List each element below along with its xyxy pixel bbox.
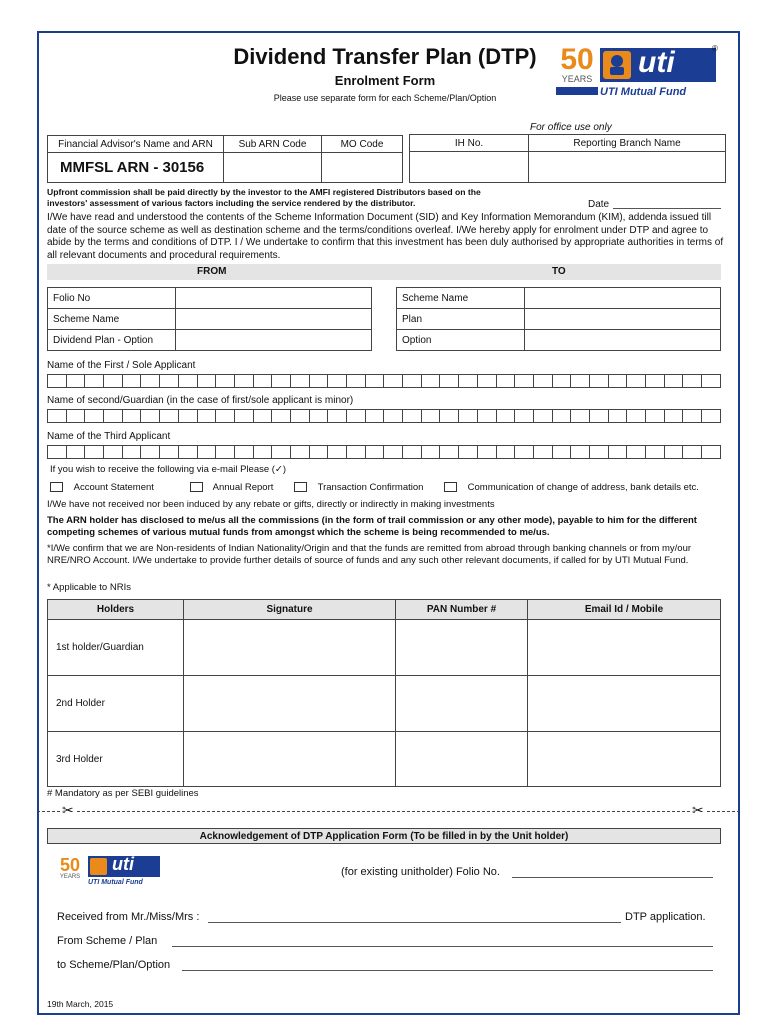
fifty-number: 50 xyxy=(560,43,594,76)
rebate-note: I/We have not received nor been induced by any rebate or gifts, directly or indirectly in making investments xyxy=(47,499,495,510)
name-char-box[interactable] xyxy=(534,374,553,388)
dividend-option-label: Dividend Plan - Option xyxy=(48,330,176,351)
name-char-box[interactable] xyxy=(627,409,646,423)
arn-value[interactable]: MMFSL ARN - 30156 xyxy=(48,153,224,183)
name-char-box[interactable] xyxy=(440,409,459,423)
name-char-box[interactable] xyxy=(179,409,198,423)
name-char-box[interactable] xyxy=(497,409,516,423)
ack-dtp-application: DTP application. xyxy=(625,911,706,923)
holder-2-pan[interactable] xyxy=(396,676,528,732)
name-char-box[interactable] xyxy=(422,409,441,423)
name-char-box[interactable] xyxy=(590,445,609,459)
name-char-box[interactable] xyxy=(590,409,609,423)
nri-applicable: * Applicable to NRIs xyxy=(47,582,131,593)
name-char-box[interactable] xyxy=(646,409,665,423)
name-char-box[interactable] xyxy=(515,445,534,459)
to-label: TO xyxy=(552,266,566,277)
from-table xyxy=(47,287,372,351)
ack-folio-label: (for existing unitholder) Folio No. xyxy=(341,866,500,878)
name-char-box[interactable] xyxy=(291,374,310,388)
name-char-box[interactable] xyxy=(179,374,198,388)
name-char-box[interactable] xyxy=(216,374,235,388)
to-plan-label: Plan xyxy=(397,309,525,330)
holder-2-email[interactable] xyxy=(528,676,721,732)
name-char-box[interactable] xyxy=(609,374,628,388)
name-char-box[interactable] xyxy=(179,445,198,459)
first-applicant-grid[interactable] xyxy=(47,374,721,388)
name-char-box[interactable] xyxy=(571,374,590,388)
name-char-box[interactable] xyxy=(384,445,403,459)
ack-kalash-icon xyxy=(90,858,107,875)
signature-header: Signature xyxy=(184,600,396,620)
email-pref-label: If you wish to receive the following via e-mail Please (✓) xyxy=(50,464,287,475)
to-plan-field[interactable] xyxy=(525,309,721,330)
opt-transaction-confirmation[interactable] xyxy=(294,482,423,493)
ack-title: Acknowledgement of DTP Application Form (To be filled in by the Unit holder) xyxy=(47,828,721,844)
name-char-box[interactable] xyxy=(104,374,123,388)
pan-header: PAN Number # xyxy=(396,600,528,620)
to-table xyxy=(396,287,721,351)
name-char-box[interactable] xyxy=(627,445,646,459)
name-char-box[interactable] xyxy=(141,374,160,388)
name-char-box[interactable] xyxy=(571,445,590,459)
holder-2-signature[interactable] xyxy=(184,676,396,732)
name-char-box[interactable] xyxy=(459,409,478,423)
name-char-box[interactable] xyxy=(553,374,572,388)
to-scheme-field[interactable] xyxy=(525,288,721,309)
scissors-icon-right: ✂ xyxy=(692,802,704,818)
account-statement-label: Account Statement xyxy=(73,482,154,493)
name-char-box[interactable] xyxy=(366,445,385,459)
name-char-box[interactable] xyxy=(478,374,497,388)
name-char-box[interactable] xyxy=(67,374,86,388)
mo-code-header: MO Code xyxy=(322,136,403,153)
branch-name-header: Reporting Branch Name xyxy=(529,135,726,152)
name-char-box[interactable] xyxy=(47,445,67,459)
date-field[interactable] xyxy=(613,208,721,209)
name-char-box[interactable] xyxy=(235,445,254,459)
registered-mark: ® xyxy=(712,44,718,53)
uti-logo xyxy=(600,48,716,82)
second-applicant-grid[interactable] xyxy=(47,409,721,423)
from-label: FROM xyxy=(197,266,227,277)
ack-fifty-number: 50 xyxy=(59,855,81,875)
name-char-box[interactable] xyxy=(235,374,254,388)
ack-uti-logo xyxy=(88,856,160,877)
form-note: Please use separate form for each Scheme/Plan/Option xyxy=(273,93,497,103)
uti-mutual-fund-text: UTI Mutual Fund xyxy=(600,86,687,98)
name-char-box[interactable] xyxy=(216,445,235,459)
name-char-box[interactable] xyxy=(104,445,123,459)
transaction-confirmation-checkbox[interactable] xyxy=(294,482,307,492)
name-char-box[interactable] xyxy=(609,445,628,459)
kalash-icon xyxy=(603,51,631,79)
name-char-box[interactable] xyxy=(272,409,291,423)
from-to-header xyxy=(47,264,721,280)
name-char-box[interactable] xyxy=(478,445,497,459)
third-applicant-grid[interactable] xyxy=(47,445,721,459)
mandatory-note: # Mandatory as per SEBI guidelines xyxy=(47,788,199,799)
ack-from-scheme-label: From Scheme / Plan xyxy=(57,935,158,947)
name-char-box[interactable] xyxy=(702,409,721,423)
fifty-years-logo xyxy=(556,43,598,98)
tagline-bar xyxy=(556,87,598,95)
annual-report-checkbox[interactable] xyxy=(190,482,203,492)
holder-3-label: 3rd Holder xyxy=(48,732,184,787)
name-char-box[interactable] xyxy=(534,409,553,423)
name-char-box[interactable] xyxy=(216,409,235,423)
change-communication-label: Communication of change of address, bank details etc. xyxy=(467,482,699,493)
arn-disclosure: The ARN holder has disclosed to me/us all the commissions (in the form of trail commission or any other mode), payable to him for the different competing schemes of various mutual funds from amongst which the scheme is being recommended to me/us. xyxy=(47,515,697,538)
name-char-box[interactable] xyxy=(590,374,609,388)
ack-received-label: Received from Mr./Miss/Mrs : xyxy=(57,911,200,923)
name-char-box[interactable] xyxy=(47,374,67,388)
name-char-box[interactable] xyxy=(665,374,684,388)
name-char-box[interactable] xyxy=(123,374,142,388)
folio-no-label: Folio No xyxy=(48,288,176,309)
account-statement-checkbox[interactable] xyxy=(50,482,63,492)
name-char-box[interactable] xyxy=(683,409,702,423)
cut-line xyxy=(37,811,740,812)
name-char-box[interactable] xyxy=(646,445,665,459)
name-char-box[interactable] xyxy=(403,409,422,423)
name-char-box[interactable] xyxy=(198,374,217,388)
ack-fifty-logo xyxy=(57,856,83,886)
name-char-box[interactable] xyxy=(85,409,104,423)
sub-arn-header: Sub ARN Code xyxy=(224,136,322,153)
to-option-field[interactable] xyxy=(525,330,721,351)
name-char-box[interactable] xyxy=(403,445,422,459)
opt-account-statement[interactable] xyxy=(50,482,154,493)
name-char-box[interactable] xyxy=(160,409,179,423)
date-label: Date xyxy=(588,199,610,210)
name-char-box[interactable] xyxy=(459,374,478,388)
name-char-box[interactable] xyxy=(459,445,478,459)
from-scheme-field[interactable] xyxy=(176,309,372,330)
upfront-note: Upfront commission shall be paid directly by the investor to the AMFI registered Distributors based on the investors' assessment of various factors including the service rendered by the distributor. xyxy=(47,187,481,208)
to-scheme-label: Scheme Name xyxy=(397,288,525,309)
name-char-box[interactable] xyxy=(198,445,217,459)
years-text: YEARS xyxy=(561,74,593,84)
name-char-box[interactable] xyxy=(310,445,329,459)
name-char-box[interactable] xyxy=(67,445,86,459)
form-subtitle: Enrolment Form xyxy=(334,73,436,88)
office-table xyxy=(409,134,726,183)
name-char-box[interactable] xyxy=(198,409,217,423)
name-char-box[interactable] xyxy=(366,409,385,423)
branch-name-field[interactable] xyxy=(529,152,726,183)
name-char-box[interactable] xyxy=(160,374,179,388)
name-char-box[interactable] xyxy=(515,409,534,423)
name-char-box[interactable] xyxy=(141,445,160,459)
name-char-box[interactable] xyxy=(67,409,86,423)
name-char-box[interactable] xyxy=(328,445,347,459)
holder-3-signature[interactable] xyxy=(184,732,396,787)
ack-uti-name: UTI Mutual Fund xyxy=(88,879,143,886)
footer-date: 19th March, 2015 xyxy=(47,999,114,1009)
holder-2-label: 2nd Holder xyxy=(48,676,184,732)
name-char-box[interactable] xyxy=(534,445,553,459)
dividend-option-field[interactable] xyxy=(176,330,372,351)
name-char-box[interactable] xyxy=(291,445,310,459)
form-title: Dividend Transfer Plan (DTP) xyxy=(233,44,537,69)
name-char-box[interactable] xyxy=(440,374,459,388)
name-char-box[interactable] xyxy=(440,445,459,459)
ack-from-scheme-field[interactable] xyxy=(172,946,713,947)
ack-to-scheme-label: to Scheme/Plan/Option xyxy=(57,959,171,971)
mo-code-field[interactable] xyxy=(322,153,403,183)
ack-received-field[interactable] xyxy=(208,922,621,923)
name-char-box[interactable] xyxy=(85,445,104,459)
name-char-box[interactable] xyxy=(254,409,273,423)
email-header: Email Id / Mobile xyxy=(528,600,721,620)
name-char-box[interactable] xyxy=(702,374,721,388)
name-char-box[interactable] xyxy=(571,409,590,423)
name-char-box[interactable] xyxy=(553,445,572,459)
ih-no-header: IH No. xyxy=(410,135,529,152)
to-option-label: Option xyxy=(397,330,525,351)
scissors-icon-left: ✂ xyxy=(62,802,74,818)
name-char-box[interactable] xyxy=(272,445,291,459)
name-char-box[interactable] xyxy=(609,409,628,423)
name-char-box[interactable] xyxy=(123,445,142,459)
holder-1-pan[interactable] xyxy=(396,620,528,676)
name-char-box[interactable] xyxy=(310,409,329,423)
name-char-box[interactable] xyxy=(291,409,310,423)
ack-to-scheme-field[interactable] xyxy=(182,970,713,971)
holder-3-pan[interactable] xyxy=(396,732,528,787)
name-char-box[interactable] xyxy=(422,445,441,459)
ack-folio-field[interactable] xyxy=(512,877,713,878)
opt-change-communication[interactable] xyxy=(444,482,699,493)
name-char-box[interactable] xyxy=(123,409,142,423)
name-char-box[interactable] xyxy=(366,374,385,388)
name-char-box[interactable] xyxy=(328,374,347,388)
name-char-box[interactable] xyxy=(141,409,160,423)
advisor-name-header: Financial Advisor's Name and ARN xyxy=(48,136,224,153)
name-char-box[interactable] xyxy=(85,374,104,388)
opt-annual-report[interactable] xyxy=(190,482,273,493)
name-char-box[interactable] xyxy=(47,409,67,423)
office-use-label: For office use only xyxy=(530,122,612,133)
name-char-box[interactable] xyxy=(553,409,572,423)
name-char-box[interactable] xyxy=(272,374,291,388)
name-char-box[interactable] xyxy=(683,374,702,388)
name-char-box[interactable] xyxy=(646,374,665,388)
name-char-box[interactable] xyxy=(254,445,273,459)
holders-header: Holders xyxy=(48,600,184,620)
name-char-box[interactable] xyxy=(422,374,441,388)
name-char-box[interactable] xyxy=(347,374,366,388)
name-char-box[interactable] xyxy=(384,374,403,388)
name-char-box[interactable] xyxy=(104,409,123,423)
name-char-box[interactable] xyxy=(665,445,684,459)
name-char-box[interactable] xyxy=(627,374,646,388)
name-char-box[interactable] xyxy=(403,374,422,388)
second-applicant-label: Name of second/Guardian (in the case of first/sole applicant is minor) xyxy=(47,395,354,406)
nri-note: *I/We confirm that we are Non-residents of Indian Nationality/Origin and that the funds are remitted from abroad through banking channels or from my/our NRE/NRO Account. I/We undertake to provide further details of source of funds and any such other relevant documents, if called for by UTI Mutual Fund. xyxy=(47,543,692,566)
from-scheme-label: Scheme Name xyxy=(48,309,176,330)
name-char-box[interactable] xyxy=(497,445,516,459)
first-applicant-label: Name of the First / Sole Applicant xyxy=(47,360,196,371)
holder-1-label: 1st holder/Guardian xyxy=(48,620,184,676)
uti-brand: uti xyxy=(638,46,675,79)
advisor-table xyxy=(47,135,403,183)
holder-1-email[interactable] xyxy=(528,620,721,676)
name-char-box[interactable] xyxy=(702,445,721,459)
name-char-box[interactable] xyxy=(515,374,534,388)
name-char-box[interactable] xyxy=(160,445,179,459)
name-char-box[interactable] xyxy=(478,409,497,423)
name-char-box[interactable] xyxy=(310,374,329,388)
ih-no-field[interactable] xyxy=(410,152,529,183)
ack-years-text: YEARS xyxy=(59,874,81,880)
holder-1-signature[interactable] xyxy=(184,620,396,676)
holders-table xyxy=(47,599,721,787)
change-communication-checkbox[interactable] xyxy=(444,482,457,492)
declaration-text: I/We have read and understood the contents of the Scheme Information Document (SID) and Key Information Memorandum (KIM), addenda issued till date of the source scheme as well as destination scheme and the terms/conditions overleaf. I/We hereby apply for enrolment under DTP and agree to abide by the terms and conditions of DTP. I / We undertake to confirm that this investment has been duly authorised by appropriate authorities in terms of all relevant documents and procedural requirements. xyxy=(47,212,724,261)
name-char-box[interactable] xyxy=(384,409,403,423)
third-applicant-label: Name of the Third Applicant xyxy=(47,431,171,442)
name-char-box[interactable] xyxy=(347,445,366,459)
name-char-box[interactable] xyxy=(497,374,516,388)
annual-report-label: Annual Report xyxy=(212,482,274,493)
folio-no-field[interactable] xyxy=(176,288,372,309)
name-char-box[interactable] xyxy=(254,374,273,388)
ack-uti-brand: uti xyxy=(112,854,134,874)
name-char-box[interactable] xyxy=(665,409,684,423)
holder-3-email[interactable] xyxy=(528,732,721,787)
name-char-box[interactable] xyxy=(347,409,366,423)
transaction-confirmation-label: Transaction Confirmation xyxy=(317,482,424,493)
name-char-box[interactable] xyxy=(683,445,702,459)
name-char-box[interactable] xyxy=(328,409,347,423)
name-char-box[interactable] xyxy=(235,409,254,423)
sub-arn-field[interactable] xyxy=(224,153,322,183)
